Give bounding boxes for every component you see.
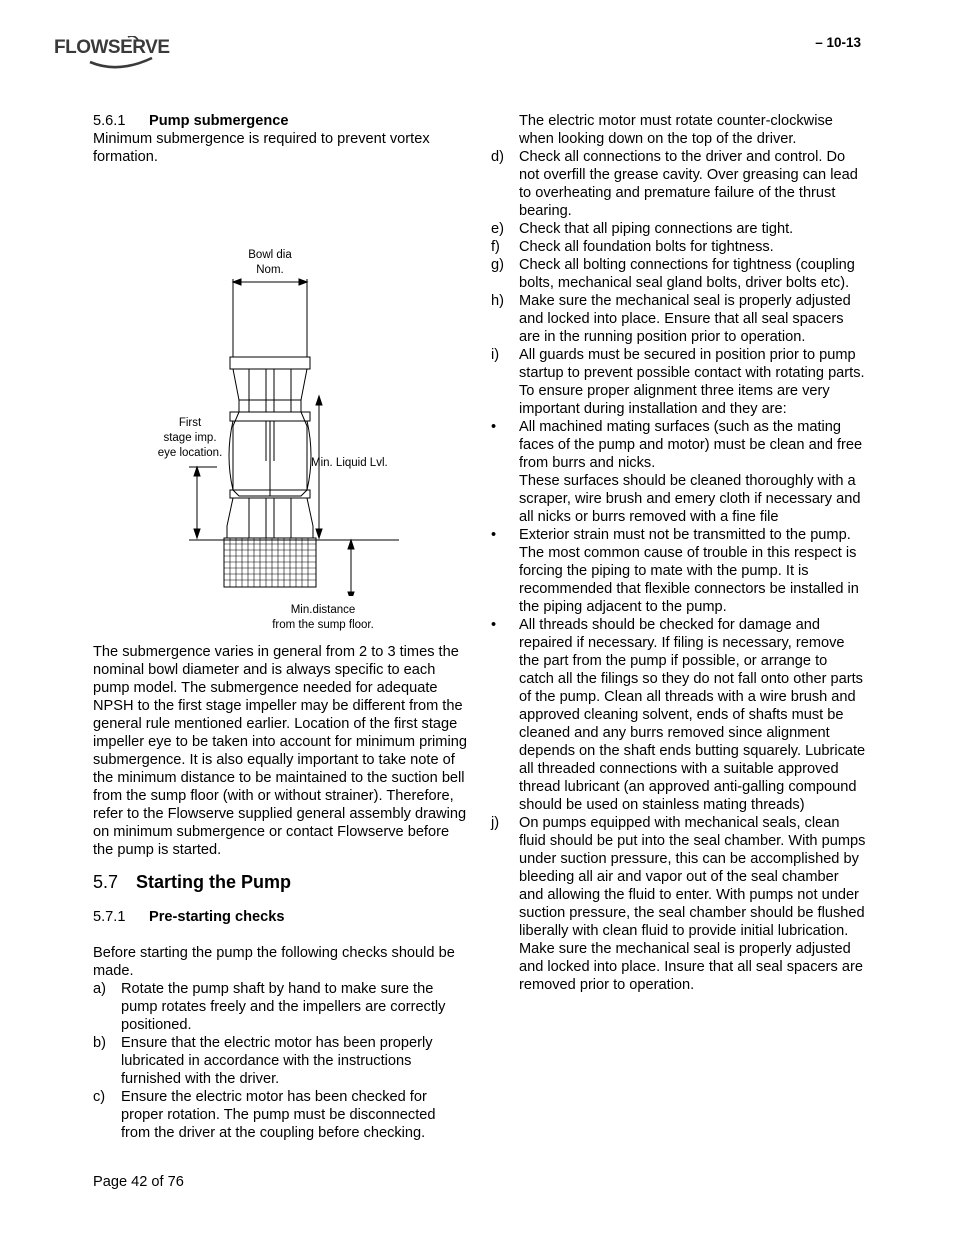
section-title: Pre-starting checks xyxy=(149,909,285,925)
section-title: Starting the Pump xyxy=(136,872,292,892)
submergence-paragraph: The submergence varies in general from 2 to 3 times the nominal bowl diameter and is always specific to each pump model. The submergence needed for adequate NPSH to the first stage impeller may be different from the general rule mentioned earlier. Location of the first stage impeller eye to be taken into account for minimum priming submergence. It is also equally important to take note of the minimum distance to be maintained to the suction bell from the sump floor (with or without strainer). Therefore, refer to the Flowserve supplied general assembly drawing on minimum submergence or contact Flowserve before the pump is started. xyxy=(93,644,467,858)
bullet-item: • Exterior strain must not be transmitted to the pump. The most common cause of trouble in this respect is forcing the piping to mate with the pump. It is recommended that flexible connectors be installed in the piping adjacent to the pump. xyxy=(491,527,859,615)
list-item-continuation: The electric motor must rotate counter-clockwise when looking down on the top of the driver. xyxy=(519,113,833,147)
document-reference: – 10-13 xyxy=(815,35,861,50)
list-item: d) Check all connections to the driver and control. Do not overfill the grease cavity. Over greasing can lead to overheating and premature failure of the thrust bearing. xyxy=(491,149,858,219)
section-5-6-1-heading xyxy=(93,112,468,130)
bullet-icon: • xyxy=(491,617,497,633)
bowl-dia-label: Bowl dia Nom. xyxy=(248,249,292,276)
logo-swoosh-icon xyxy=(54,36,164,76)
pump-bowl-drawing xyxy=(93,176,468,596)
list-item: e) Check that all piping connections are tight. xyxy=(491,221,794,237)
list-item: i) All guards must be secured in position prior to pump startup to prevent possible contact with rotating parts. xyxy=(491,347,865,381)
submergence-diagram xyxy=(93,176,468,631)
list-item: h) Make sure the mechanical seal is properly adjusted and locked into place. Ensure that all seal spacers are in the running position prior to operation. xyxy=(491,293,851,345)
section-number: 5.7 xyxy=(93,872,119,892)
list-item: b) Ensure that the electric motor has been properly lubricated in accordance with the instructions furnished with the driver. xyxy=(93,1035,433,1087)
first-stage-label: First stage imp. eye location. xyxy=(157,417,223,459)
section-number: 5.6.1 xyxy=(93,113,126,129)
section-number: 5.7.1 xyxy=(93,909,126,925)
bullet-icon: • xyxy=(491,527,497,543)
section-5-7-1-heading xyxy=(93,908,468,926)
left-column xyxy=(93,112,468,1142)
prestart-intro: Before starting the pump the following checks should be made. xyxy=(93,945,455,979)
min-distance-label: Min.distance from the sump floor. xyxy=(272,604,374,631)
brand-name: FLOWSERVE xyxy=(54,37,170,58)
section-5-7-heading xyxy=(93,871,468,893)
list-item: f) Check all foundation bolts for tightness. xyxy=(491,239,774,255)
list-item: g) Check all bolting connections for tightness (coupling bolts, mechanical seal gland bolts, driver bolts etc). xyxy=(491,257,855,291)
bullet-item: • All machined mating surfaces (such as the mating faces of the pump and motor) must be clean and free from burrs and nicks. These surfaces should be cleaned thoroughly with a scraper, wire brush and emery cloth if necessary and all nicks or burrs removed with a fine file xyxy=(491,419,863,525)
list-item: a) Rotate the pump shaft by hand to make sure the pump rotates freely and the impellers are correctly positioned. xyxy=(93,981,446,1033)
list-item: j) On pumps equipped with mechanical seals, clean fluid should be put into the seal chamber. With pumps under suction pressure, this can be accomplished by bleeding all air and vapor out of the seal chamber and allowing the fluid to enter. With pumps not under suction pressure, the seal chamber should be flushed liberally with clean fluid to provide initial lubrication. Make sure the mechanical seal is properly adjusted and locked into place. Insure that all seal spacers are removed prior to operation. xyxy=(491,815,866,993)
submergence-intro: Minimum submergence is required to prevent vortex formation. xyxy=(93,131,430,165)
flowserve-logo xyxy=(54,36,170,76)
bullet-item: • All threads should be checked for damage and repaired if necessary. If filing is necessary, remove the part from the pump if possible, or arrange to catch all the filings so they do not fall onto other parts of the pump. Clean all threads with a wire brush and approved cleaning solvent, ends of shafts must be cleaned and any burrs removed since alignment depends on the shaft ends butting squarely. Lubricate all threaded connections with a suitable approved thread lubricant (an approved anti-galling compound should be used on stainless mating threads) xyxy=(491,617,866,813)
min-liquid-label: Min. Liquid Lvl. xyxy=(311,457,388,469)
right-column xyxy=(491,112,866,994)
list-item-continuation: To ensure proper alignment three items are very important during installation and they are: xyxy=(519,383,830,417)
list-item: c) Ensure the electric motor has been checked for proper rotation. The pump must be disconnected from the driver at the coupling before checking. xyxy=(93,1089,436,1141)
bullet-icon: • xyxy=(491,419,497,435)
page-number: Page 42 of 76 xyxy=(93,1174,184,1190)
section-title: Pump submergence xyxy=(149,113,289,129)
